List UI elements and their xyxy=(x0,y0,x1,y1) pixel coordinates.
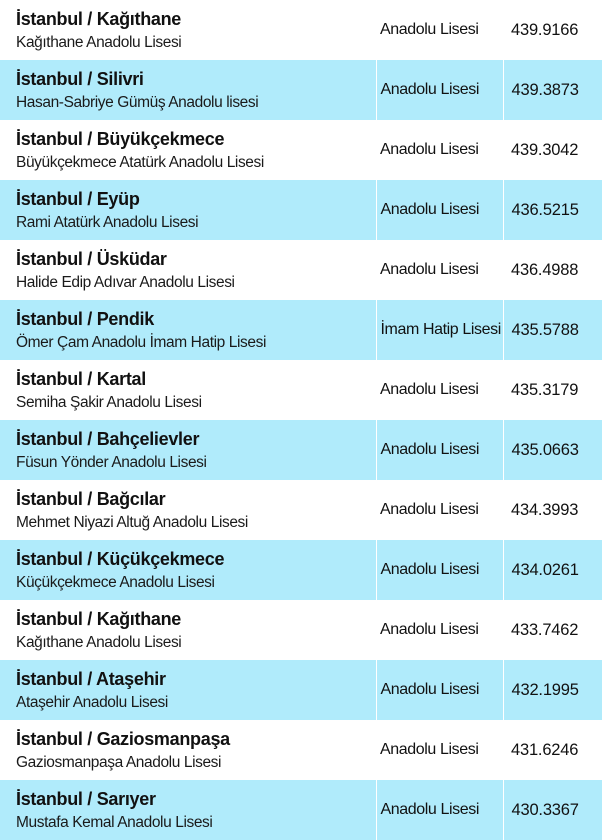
school-score: 434.3993 xyxy=(511,500,579,519)
school-cell xyxy=(0,720,376,780)
table-row xyxy=(0,300,602,360)
school-type: Anadolu Lisesi xyxy=(376,660,503,720)
school-name: Gaziosmanpaşa Anadolu Lisesi xyxy=(16,754,222,771)
table-row xyxy=(0,240,602,300)
school-cell xyxy=(0,0,376,60)
city-district: İstanbul / Üsküdar xyxy=(16,249,167,269)
city-district: İstanbul / Eyüp xyxy=(16,189,140,209)
school-score: 436.5215 xyxy=(503,180,602,240)
table-row xyxy=(0,120,602,180)
school-name: Füsun Yönder Anadolu Lisesi xyxy=(16,454,207,471)
table-row xyxy=(0,480,602,540)
school-name: Semiha Şakir Anadolu Lisesi xyxy=(16,394,202,411)
school-name: Kağıthane Anadolu Lisesi xyxy=(16,634,182,651)
city-district: İstanbul / Kağıthane xyxy=(16,9,182,29)
school-cell xyxy=(0,480,376,540)
school-score: 431.6246 xyxy=(511,740,579,759)
school-name: Hasan-Sabriye Gümüş Anadolu lisesi xyxy=(16,94,259,111)
school-name: Mustafa Kemal Anadolu Lisesi xyxy=(16,814,213,831)
city-district: İstanbul / Kartal xyxy=(16,369,146,389)
school-cell xyxy=(0,420,376,480)
school-type: Anadolu Lisesi xyxy=(376,420,503,480)
school-type: Anadolu Lisesi xyxy=(380,621,479,638)
school-score: 433.7462 xyxy=(511,620,579,639)
school-type: Anadolu Lisesi xyxy=(376,780,503,840)
table-row xyxy=(0,660,602,720)
city-district: İstanbul / Gaziosmanpaşa xyxy=(16,729,230,749)
school-name: Mehmet Niyazi Altuğ Anadolu Lisesi xyxy=(16,514,248,531)
school-cell xyxy=(0,780,376,840)
school-type: Anadolu Lisesi xyxy=(376,540,503,600)
city-district: İstanbul / Kağıthane xyxy=(16,609,182,629)
table-row xyxy=(0,600,602,660)
school-name: Rami Atatürk Anadolu Lisesi xyxy=(16,214,199,231)
school-score: 439.3042 xyxy=(511,140,579,159)
school-score: 439.3873 xyxy=(503,60,602,120)
table-row xyxy=(0,360,602,420)
table-row xyxy=(0,540,602,600)
school-type: Anadolu Lisesi xyxy=(380,141,479,158)
school-score: 430.3367 xyxy=(503,780,602,840)
table-row xyxy=(0,720,602,780)
school-name: Küçükçekmece Anadolu Lisesi xyxy=(16,574,215,591)
school-type: Anadolu Lisesi xyxy=(380,501,479,518)
school-type: Anadolu Lisesi xyxy=(376,60,503,120)
school-score: 435.5788 xyxy=(503,300,602,360)
school-cell xyxy=(0,600,376,660)
school-cell xyxy=(0,240,376,300)
school-cell xyxy=(0,120,376,180)
table-row xyxy=(0,420,602,480)
school-score: 434.0261 xyxy=(503,540,602,600)
school-score: 432.1995 xyxy=(503,660,602,720)
city-district: İstanbul / Ataşehir xyxy=(16,669,166,689)
table-row xyxy=(0,180,602,240)
school-cell xyxy=(0,660,376,720)
school-name: Ömer Çam Anadolu İmam Hatip Lisesi xyxy=(16,334,266,351)
city-district: İstanbul / Bahçelievler xyxy=(16,429,200,449)
city-district: İstanbul / Sarıyer xyxy=(16,789,156,809)
school-name: Kağıthane Anadolu Lisesi xyxy=(16,34,182,51)
school-type: Anadolu Lisesi xyxy=(376,180,503,240)
school-cell xyxy=(0,300,376,360)
school-name: Büyükçekmece Atatürk Anadolu Lisesi xyxy=(16,154,264,171)
city-district: İstanbul / Bağcılar xyxy=(16,489,166,509)
school-type: Anadolu Lisesi xyxy=(380,741,479,758)
school-name: Ataşehir Anadolu Lisesi xyxy=(16,694,168,711)
table-row xyxy=(0,0,602,60)
school-cell xyxy=(0,360,376,420)
school-type: Anadolu Lisesi xyxy=(380,381,479,398)
city-district: İstanbul / Pendik xyxy=(16,309,154,329)
school-cell xyxy=(0,180,376,240)
city-district: İstanbul / Büyükçekmece xyxy=(16,129,225,149)
table-row xyxy=(0,60,602,120)
city-district: İstanbul / Silivri xyxy=(16,69,144,89)
school-type: Anadolu Lisesi xyxy=(380,21,479,38)
school-type: İmam Hatip Lisesi xyxy=(376,300,503,360)
school-score: 435.3179 xyxy=(511,380,579,399)
school-cell xyxy=(0,540,376,600)
school-name: Halide Edip Adıvar Anadolu Lisesi xyxy=(16,274,235,291)
school-cell xyxy=(0,60,376,120)
school-type: Anadolu Lisesi xyxy=(380,261,479,278)
school-score: 436.4988 xyxy=(511,260,579,279)
school-score: 435.0663 xyxy=(503,420,602,480)
school-score: 439.9166 xyxy=(511,20,579,39)
table-row xyxy=(0,780,602,840)
city-district: İstanbul / Küçükçekmece xyxy=(16,549,225,569)
